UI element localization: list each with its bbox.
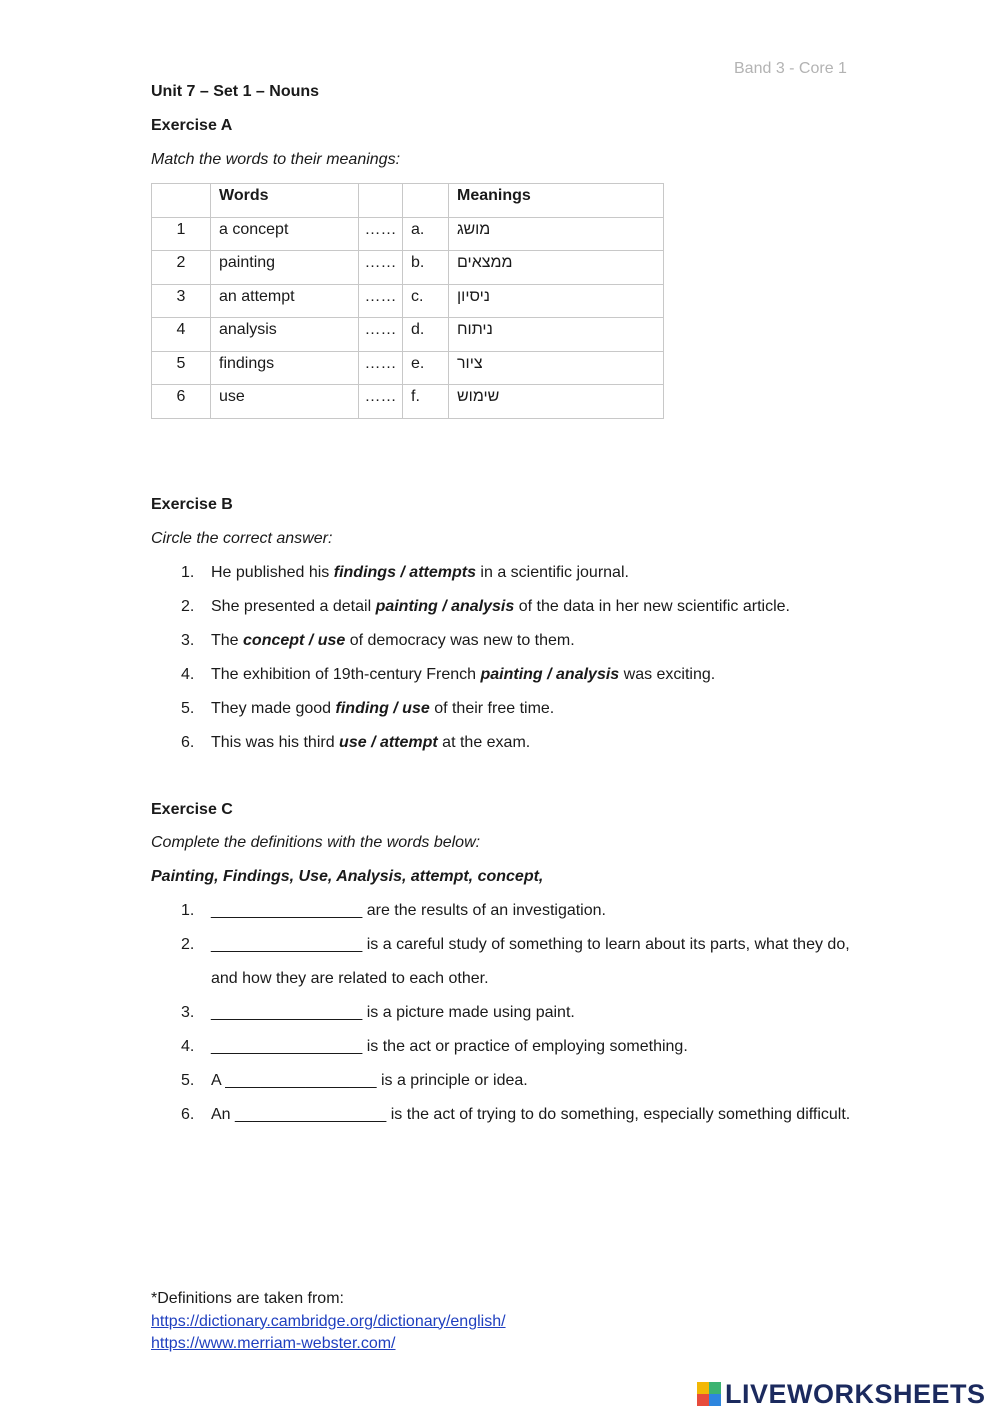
logo-square bbox=[709, 1394, 721, 1406]
answer-blank[interactable]: …… bbox=[359, 251, 403, 285]
row-word: painting bbox=[211, 251, 359, 285]
answer-choice[interactable]: painting / analysis bbox=[480, 666, 620, 683]
row-num: 1 bbox=[152, 217, 211, 251]
row-word: analysis bbox=[211, 318, 359, 352]
logo-square bbox=[697, 1382, 709, 1394]
table-row bbox=[152, 217, 664, 251]
list-item: 2. _________________ is a careful study of something to learn about its parts, what they do, and how they are related to each other. bbox=[181, 936, 850, 987]
row-meaning: ניתוח bbox=[449, 318, 664, 352]
exercise-c-instruction: Complete the definitions with the words below: bbox=[151, 834, 481, 851]
exercise-a-instruction: Match the words to their meanings: bbox=[151, 151, 401, 168]
matching-table bbox=[151, 183, 664, 419]
table-row bbox=[152, 385, 664, 419]
row-num: 3 bbox=[152, 284, 211, 318]
list-item: 5. They made good finding / use of their free time. bbox=[181, 700, 555, 717]
exercise-c-list bbox=[151, 894, 851, 1132]
row-meaning: ציור bbox=[449, 351, 664, 385]
header-band-label: Band 3 - Core 1 bbox=[734, 60, 847, 77]
row-word: an attempt bbox=[211, 284, 359, 318]
fill-blank[interactable]: _________________ bbox=[211, 902, 363, 919]
row-letter: f. bbox=[403, 385, 449, 419]
fill-blank[interactable]: _________________ bbox=[211, 1004, 363, 1021]
list-item: 1. He published his findings / attempts in a scientific journal. bbox=[181, 564, 629, 581]
logo-text: LIVEWORKSHEETS bbox=[725, 1378, 986, 1409]
list-item: 3. _________________ is a picture made using paint. bbox=[181, 1004, 575, 1021]
exercise-a-heading: Exercise A bbox=[151, 117, 233, 134]
list-item: 2. She presented a detail painting / analysis of the data in her new scientific article. bbox=[181, 598, 790, 615]
table-row bbox=[152, 284, 664, 318]
answer-choice[interactable]: findings / attempts bbox=[333, 564, 476, 581]
footer-note: *Definitions are taken from: bbox=[151, 1290, 344, 1307]
answer-blank[interactable]: …… bbox=[359, 351, 403, 385]
row-letter: e. bbox=[403, 351, 449, 385]
fill-blank[interactable]: _________________ bbox=[211, 1038, 363, 1055]
answer-choice[interactable]: concept / use bbox=[243, 632, 346, 649]
row-num: 5 bbox=[152, 351, 211, 385]
word-bank: Painting, Findings, Use, Analysis, attempt, concept, bbox=[151, 868, 544, 885]
answer-blank[interactable]: …… bbox=[359, 217, 403, 251]
row-letter: a. bbox=[403, 217, 449, 251]
row-word: use bbox=[211, 385, 359, 419]
header-cell-dots bbox=[359, 184, 403, 218]
answer-choice[interactable]: use / attempt bbox=[339, 734, 438, 751]
row-num: 4 bbox=[152, 318, 211, 352]
list-item: 5. A _________________ is a principle or idea. bbox=[181, 1072, 528, 1089]
answer-choice[interactable]: finding / use bbox=[335, 700, 430, 717]
fill-blank[interactable]: _________________ bbox=[235, 1106, 387, 1123]
page-title: Unit 7 – Set 1 – Nouns bbox=[151, 83, 320, 100]
logo-square bbox=[697, 1394, 709, 1406]
header-cell-num bbox=[152, 184, 211, 218]
header-cell-words: Words bbox=[211, 184, 359, 218]
logo-mark-icon bbox=[697, 1382, 721, 1406]
exercise-c-heading: Exercise C bbox=[151, 801, 233, 818]
row-letter: d. bbox=[403, 318, 449, 352]
row-word: findings bbox=[211, 351, 359, 385]
footer-sources bbox=[151, 1288, 506, 1356]
answer-choice[interactable]: painting / analysis bbox=[375, 598, 515, 615]
exercise-b-heading: Exercise B bbox=[151, 496, 233, 513]
table-row bbox=[152, 251, 664, 285]
answer-blank[interactable]: …… bbox=[359, 284, 403, 318]
row-letter: c. bbox=[403, 284, 449, 318]
table-row bbox=[152, 318, 664, 352]
row-meaning: ניסיון bbox=[449, 284, 664, 318]
merriam-webster-link[interactable]: https://www.merriam-webster.com/ bbox=[151, 1335, 396, 1352]
table-header-row bbox=[152, 184, 664, 218]
fill-blank[interactable]: _________________ bbox=[225, 1072, 377, 1089]
list-item: 4. The exhibition of 19th-century French painting / analysis was exciting. bbox=[181, 666, 716, 683]
header-cell-meanings: Meanings bbox=[449, 184, 664, 218]
list-item: 6. An _________________ is the act of trying to do something, especially something difficult. bbox=[181, 1106, 851, 1123]
answer-blank[interactable]: …… bbox=[359, 318, 403, 352]
list-item: 3. The concept / use of democracy was new to them. bbox=[181, 632, 575, 649]
list-item: 6. This was his third use / attempt at the exam. bbox=[181, 734, 531, 751]
row-num: 6 bbox=[152, 385, 211, 419]
list-item: 4. _________________ is the act or practice of employing something. bbox=[181, 1038, 688, 1055]
list-item: 1. _________________ are the results of an investigation. bbox=[181, 902, 606, 919]
row-meaning: שימוש bbox=[449, 385, 664, 419]
fill-blank[interactable]: _________________ bbox=[211, 936, 363, 953]
answer-blank[interactable]: …… bbox=[359, 385, 403, 419]
exercise-b-instruction: Circle the correct answer: bbox=[151, 530, 333, 547]
liveworksheets-logo bbox=[697, 1378, 986, 1410]
table-row bbox=[152, 351, 664, 385]
exercise-b-list bbox=[151, 564, 790, 768]
row-letter: b. bbox=[403, 251, 449, 285]
row-meaning: ממצאים bbox=[449, 251, 664, 285]
row-word: a concept bbox=[211, 217, 359, 251]
logo-square bbox=[709, 1382, 721, 1394]
row-meaning: מושג bbox=[449, 217, 664, 251]
cambridge-link[interactable]: https://dictionary.cambridge.org/dictionary/english/ bbox=[151, 1312, 506, 1330]
row-num: 2 bbox=[152, 251, 211, 285]
header-cell-letter bbox=[403, 184, 449, 218]
